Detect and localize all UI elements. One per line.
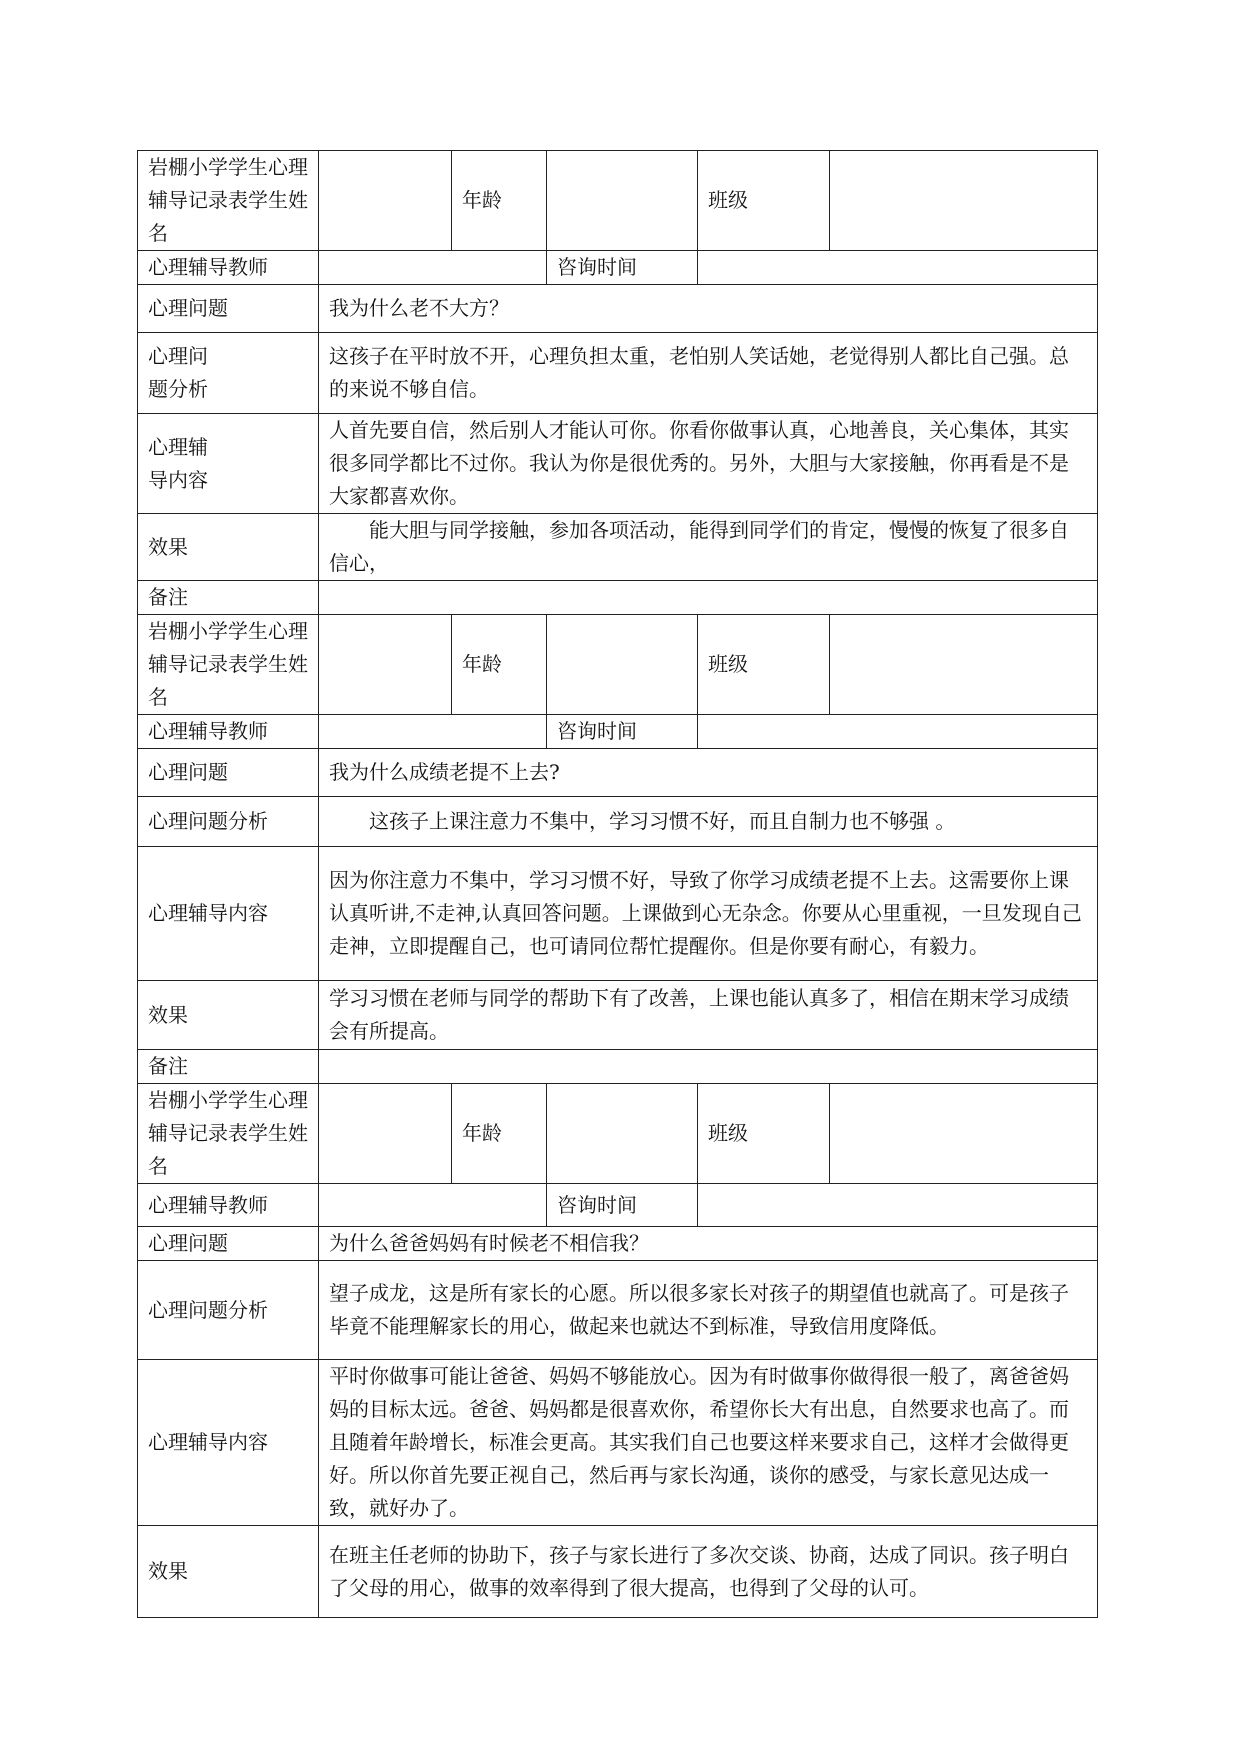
age-value [547,615,698,715]
analysis-text: 这孩子上课注意力不集中，学习习惯不好，而且自制力也不够强 。 [319,797,1098,847]
analysis-label: 心理问题分析 [138,1261,319,1360]
consult-time-value [698,251,1098,285]
problem-text: 我为什么成绩老提不上去? [319,749,1098,797]
record-header-row [138,1084,1098,1184]
student-name-value [319,615,452,715]
analysis-row [138,333,1098,414]
content-text: 因为你注意力不集中，学习习惯不好，导致了你学习成绩老提不上去。这需要你上课认真听讲,不走神,认真回答问题。上课做到心无杂念。你要从心里重视，一旦发现自己走神，立即提醒自己，也可请同位帮忙提醒你。但是你要有耐心，有毅力。 [319,847,1098,981]
remarks-value [319,581,1098,615]
consult-time-label: 咨询时间 [547,715,698,749]
teacher-row [138,251,1098,285]
effect-text: 能大胆与同学接触，参加各项活动，能得到同学们的肯定，慢慢的恢复了很多自信心， [319,514,1098,581]
content-text: 平时你做事可能让爸爸、妈妈不够能放心。因为有时做事你做得很一般了，离爸爸妈妈的目标太远。爸爸、妈妈都是很喜欢你，希望你长大有出息，自然要求也高了。而且随着年龄增长，标准会更高。其实我们自己也要这样来要求自己，这样才会做得更好。所以你首先要正视自己，然后再与家长沟通，谈你的感受，与家长意见达成一致，就好办了。 [319,1360,1098,1526]
problem-label: 心理问题 [138,285,319,333]
class-value [830,151,1098,251]
teacher-label: 心理辅导教师 [138,251,319,285]
student-name-label: 岩棚小学学生心理辅导记录表学生姓名 [138,151,319,251]
teacher-label: 心理辅导教师 [138,1184,319,1227]
content-label: 心理辅导内容 [138,414,319,514]
analysis-row [138,797,1098,847]
content-label: 心理辅导内容 [138,1360,319,1526]
effect-text: 学习习惯在老师与同学的帮助下有了改善，上课也能认真多了，相信在期末学习成绩会有所提高。 [319,981,1098,1050]
class-value [830,615,1098,715]
remarks-row [138,1050,1098,1084]
effect-label: 效果 [138,1526,319,1618]
analysis-text: 望子成龙，这是所有家长的心愿。所以很多家长对孩子的期望值也就高了。可是孩子毕竟不能理解家长的用心，做起来也就达不到标准，导致信用度降低。 [319,1261,1098,1360]
consult-time-label: 咨询时间 [547,251,698,285]
content-row [138,847,1098,981]
age-value [547,151,698,251]
effect-row [138,514,1098,581]
effect-label: 效果 [138,981,319,1050]
effect-row [138,981,1098,1050]
age-label: 年龄 [452,151,547,251]
problem-text: 我为什么老不大方？ [319,285,1098,333]
teacher-value [319,251,547,285]
remarks-value [319,1050,1098,1084]
student-name-value [319,1084,452,1184]
remarks-row [138,581,1098,615]
content-row [138,414,1098,514]
age-label: 年龄 [452,1084,547,1184]
teacher-label: 心理辅导教师 [138,715,319,749]
class-label: 班级 [698,151,830,251]
effect-label: 效果 [138,514,319,581]
record-header-row [138,615,1098,715]
age-value [547,1084,698,1184]
teacher-row [138,715,1098,749]
analysis-text: 这孩子在平时放不开，心理负担太重，老怕别人笑话她，老觉得别人都比自己强。总的来说不够自信。 [319,333,1098,414]
student-name-label: 岩棚小学学生心理辅导记录表学生姓名 [138,615,319,715]
remarks-label: 备注 [138,581,319,615]
problem-row [138,1227,1098,1261]
counseling-record-table [137,150,1098,1618]
student-name-label: 岩棚小学学生心理辅导记录表学生姓名 [138,1084,319,1184]
effect-row [138,1526,1098,1618]
class-label: 班级 [698,1084,830,1184]
problem-text: 为什么爸爸妈妈有时候老不相信我？ [319,1227,1098,1261]
student-name-value [319,151,452,251]
problem-row [138,285,1098,333]
analysis-label: 心理问题分析 [138,333,319,414]
effect-text: 在班主任老师的协助下，孩子与家长进行了多次交谈、协商，达成了同识。孩子明白了父母的用心，做事的效率得到了很大提高，也得到了父母的认可。 [319,1526,1098,1618]
content-text: 人首先要自信，然后别人才能认可你。你看你做事认真，心地善良，关心集体，其实很多同学都比不过你。我认为你是很优秀的。另外，大胆与大家接触，你再看是不是大家都喜欢你。 [319,414,1098,514]
consult-time-value [698,715,1098,749]
teacher-value [319,715,547,749]
analysis-label: 心理问题分析 [138,797,319,847]
class-value [830,1084,1098,1184]
age-label: 年龄 [452,615,547,715]
problem-row [138,749,1098,797]
problem-label: 心理问题 [138,1227,319,1261]
content-label: 心理辅导内容 [138,847,319,981]
remarks-label: 备注 [138,1050,319,1084]
record-header-row [138,151,1098,251]
teacher-row [138,1184,1098,1227]
consult-time-value [698,1184,1098,1227]
record-sheet [137,150,1097,1618]
consult-time-label: 咨询时间 [547,1184,698,1227]
analysis-row [138,1261,1098,1360]
problem-label: 心理问题 [138,749,319,797]
teacher-value [319,1184,547,1227]
content-row [138,1360,1098,1526]
class-label: 班级 [698,615,830,715]
